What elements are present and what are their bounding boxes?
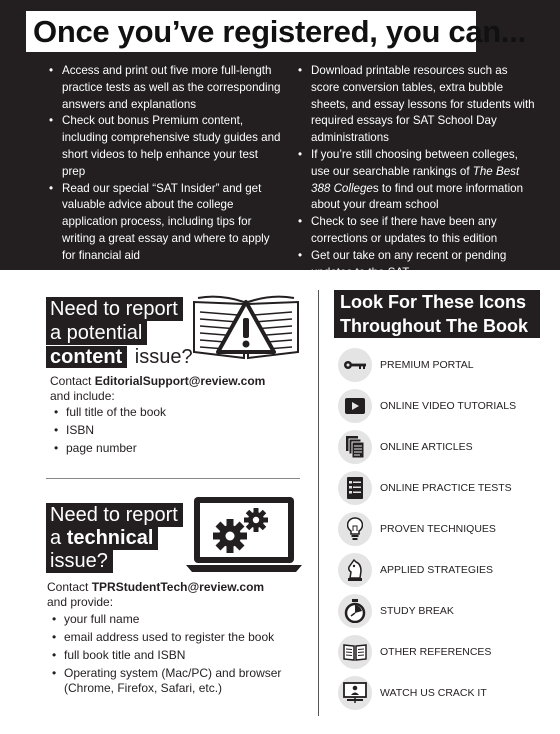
page-headline: Once you’ve registered, you can... xyxy=(26,11,476,52)
list-item: • Check to see if there have been any corrections or updates to this edition xyxy=(298,214,536,248)
icon-label: ONLINE ARTICLES xyxy=(380,441,473,453)
technical-issue-checklist xyxy=(48,610,303,696)
provide-label: and provide: xyxy=(47,595,114,609)
content-contact-line xyxy=(50,374,265,389)
column-divider xyxy=(318,290,319,716)
content-issue-heading-line1: Need to report xyxy=(46,297,183,321)
list-item: • full title of the book xyxy=(50,403,290,421)
icon-label: WATCH US CRACK IT xyxy=(380,687,487,699)
list-item: • Download printable resources such as score conversion tables, extra bubble sheets, and essay lessons for students with required essays for SAT School Day administrations xyxy=(298,63,536,147)
icons-title-line1: Look For These Icons xyxy=(340,292,527,312)
lightbulb-icon xyxy=(338,512,372,546)
technical-issue-heading-line1: Need to report xyxy=(46,503,183,527)
icon-legend-item xyxy=(338,635,548,671)
icon-label: OTHER REFERENCES xyxy=(380,646,492,658)
include-label: and include: xyxy=(50,389,115,403)
icon-label: STUDY BREAK xyxy=(380,605,454,617)
registered-benefits-list-right xyxy=(298,63,536,281)
icons-section-title xyxy=(334,290,540,338)
list-item: • your full name xyxy=(48,610,303,628)
icon-legend-item xyxy=(338,512,548,548)
content-keyword: content xyxy=(46,346,127,368)
video-play-icon xyxy=(338,389,372,423)
list-item: • Get our take on any recent or pending updates to the SAT xyxy=(298,248,536,282)
content-issue-heading-line3 xyxy=(46,345,193,369)
technical-issue-heading-line2 xyxy=(46,526,158,550)
checklist-icon xyxy=(338,471,372,505)
content-issue-heading-line2: a potential xyxy=(46,321,147,345)
list-item: • ISBN xyxy=(50,421,290,439)
list-item: • full book title and ISBN xyxy=(48,646,303,664)
icon-legend-item xyxy=(338,430,548,466)
list-item: • Read our special “SAT Insider” and get valuable advice about the college application process, including tips for writing a great essay and where to apply for financial aid xyxy=(49,181,281,265)
content-issue-suffix: issue? xyxy=(129,346,193,368)
icon-legend-item xyxy=(338,553,548,589)
icon-label: ONLINE VIDEO TUTORIALS xyxy=(380,400,517,412)
list-item: • Check out bonus Premium content, including comprehensive study guides and short videos to help enhance your test prep xyxy=(49,113,281,180)
tech-support-email[interactable]: TPRStudentTech@review.com xyxy=(91,580,265,594)
list-item: • email address used to register the book xyxy=(48,628,303,646)
technical-keyword: technical xyxy=(66,527,154,549)
icons-title-line2: Throughout The Book xyxy=(340,316,528,336)
chess-knight-icon xyxy=(338,553,372,587)
icon-legend-item xyxy=(338,676,548,712)
stopwatch-icon xyxy=(338,594,372,628)
section-divider xyxy=(46,478,300,479)
contact-prefix: Contact xyxy=(50,374,95,388)
technical-contact-line xyxy=(47,580,264,595)
icon-label: APPLIED STRATEGIES xyxy=(380,564,494,576)
icon-legend-item xyxy=(338,348,548,384)
icon-label: PROVEN TECHNIQUES xyxy=(380,523,496,535)
icon-legend-item xyxy=(338,389,548,425)
list-item-text: s to find out more information about your dream school xyxy=(311,181,524,212)
icon-label: PREMIUM PORTAL xyxy=(380,359,474,371)
icon-legend-item xyxy=(338,471,548,507)
laptop-gears-icon xyxy=(184,494,304,574)
content-issue-checklist xyxy=(50,403,290,457)
open-book-icon xyxy=(338,635,372,669)
registered-benefits-list-left xyxy=(49,63,281,265)
book-title: The Best 388 College xyxy=(311,164,520,195)
list-item xyxy=(298,147,536,214)
contact-prefix: Contact xyxy=(47,580,92,594)
presenter-screen-icon xyxy=(338,676,372,710)
key-icon xyxy=(338,348,372,382)
documents-icon xyxy=(338,430,372,464)
list-item: • Operating system (Mac/PC) and browser (Chrome, Firefox, Safari, etc.) xyxy=(48,666,303,696)
list-item: • Access and print out five more full-length practice tests as well as the corresponding answers and explanations xyxy=(49,63,281,113)
technical-prefix: a xyxy=(50,527,67,549)
list-item: • page number xyxy=(50,439,290,457)
icon-legend-item xyxy=(338,594,548,630)
icon-label: ONLINE PRACTICE TESTS xyxy=(380,482,512,494)
list-item-text: If you’re still choosing between colleges, use our searchable rankings of xyxy=(311,147,518,178)
warning-book-icon xyxy=(190,288,302,362)
technical-issue-heading-line3: issue? xyxy=(46,549,113,573)
editorial-support-email[interactable]: EditorialSupport@review.com xyxy=(94,374,266,388)
